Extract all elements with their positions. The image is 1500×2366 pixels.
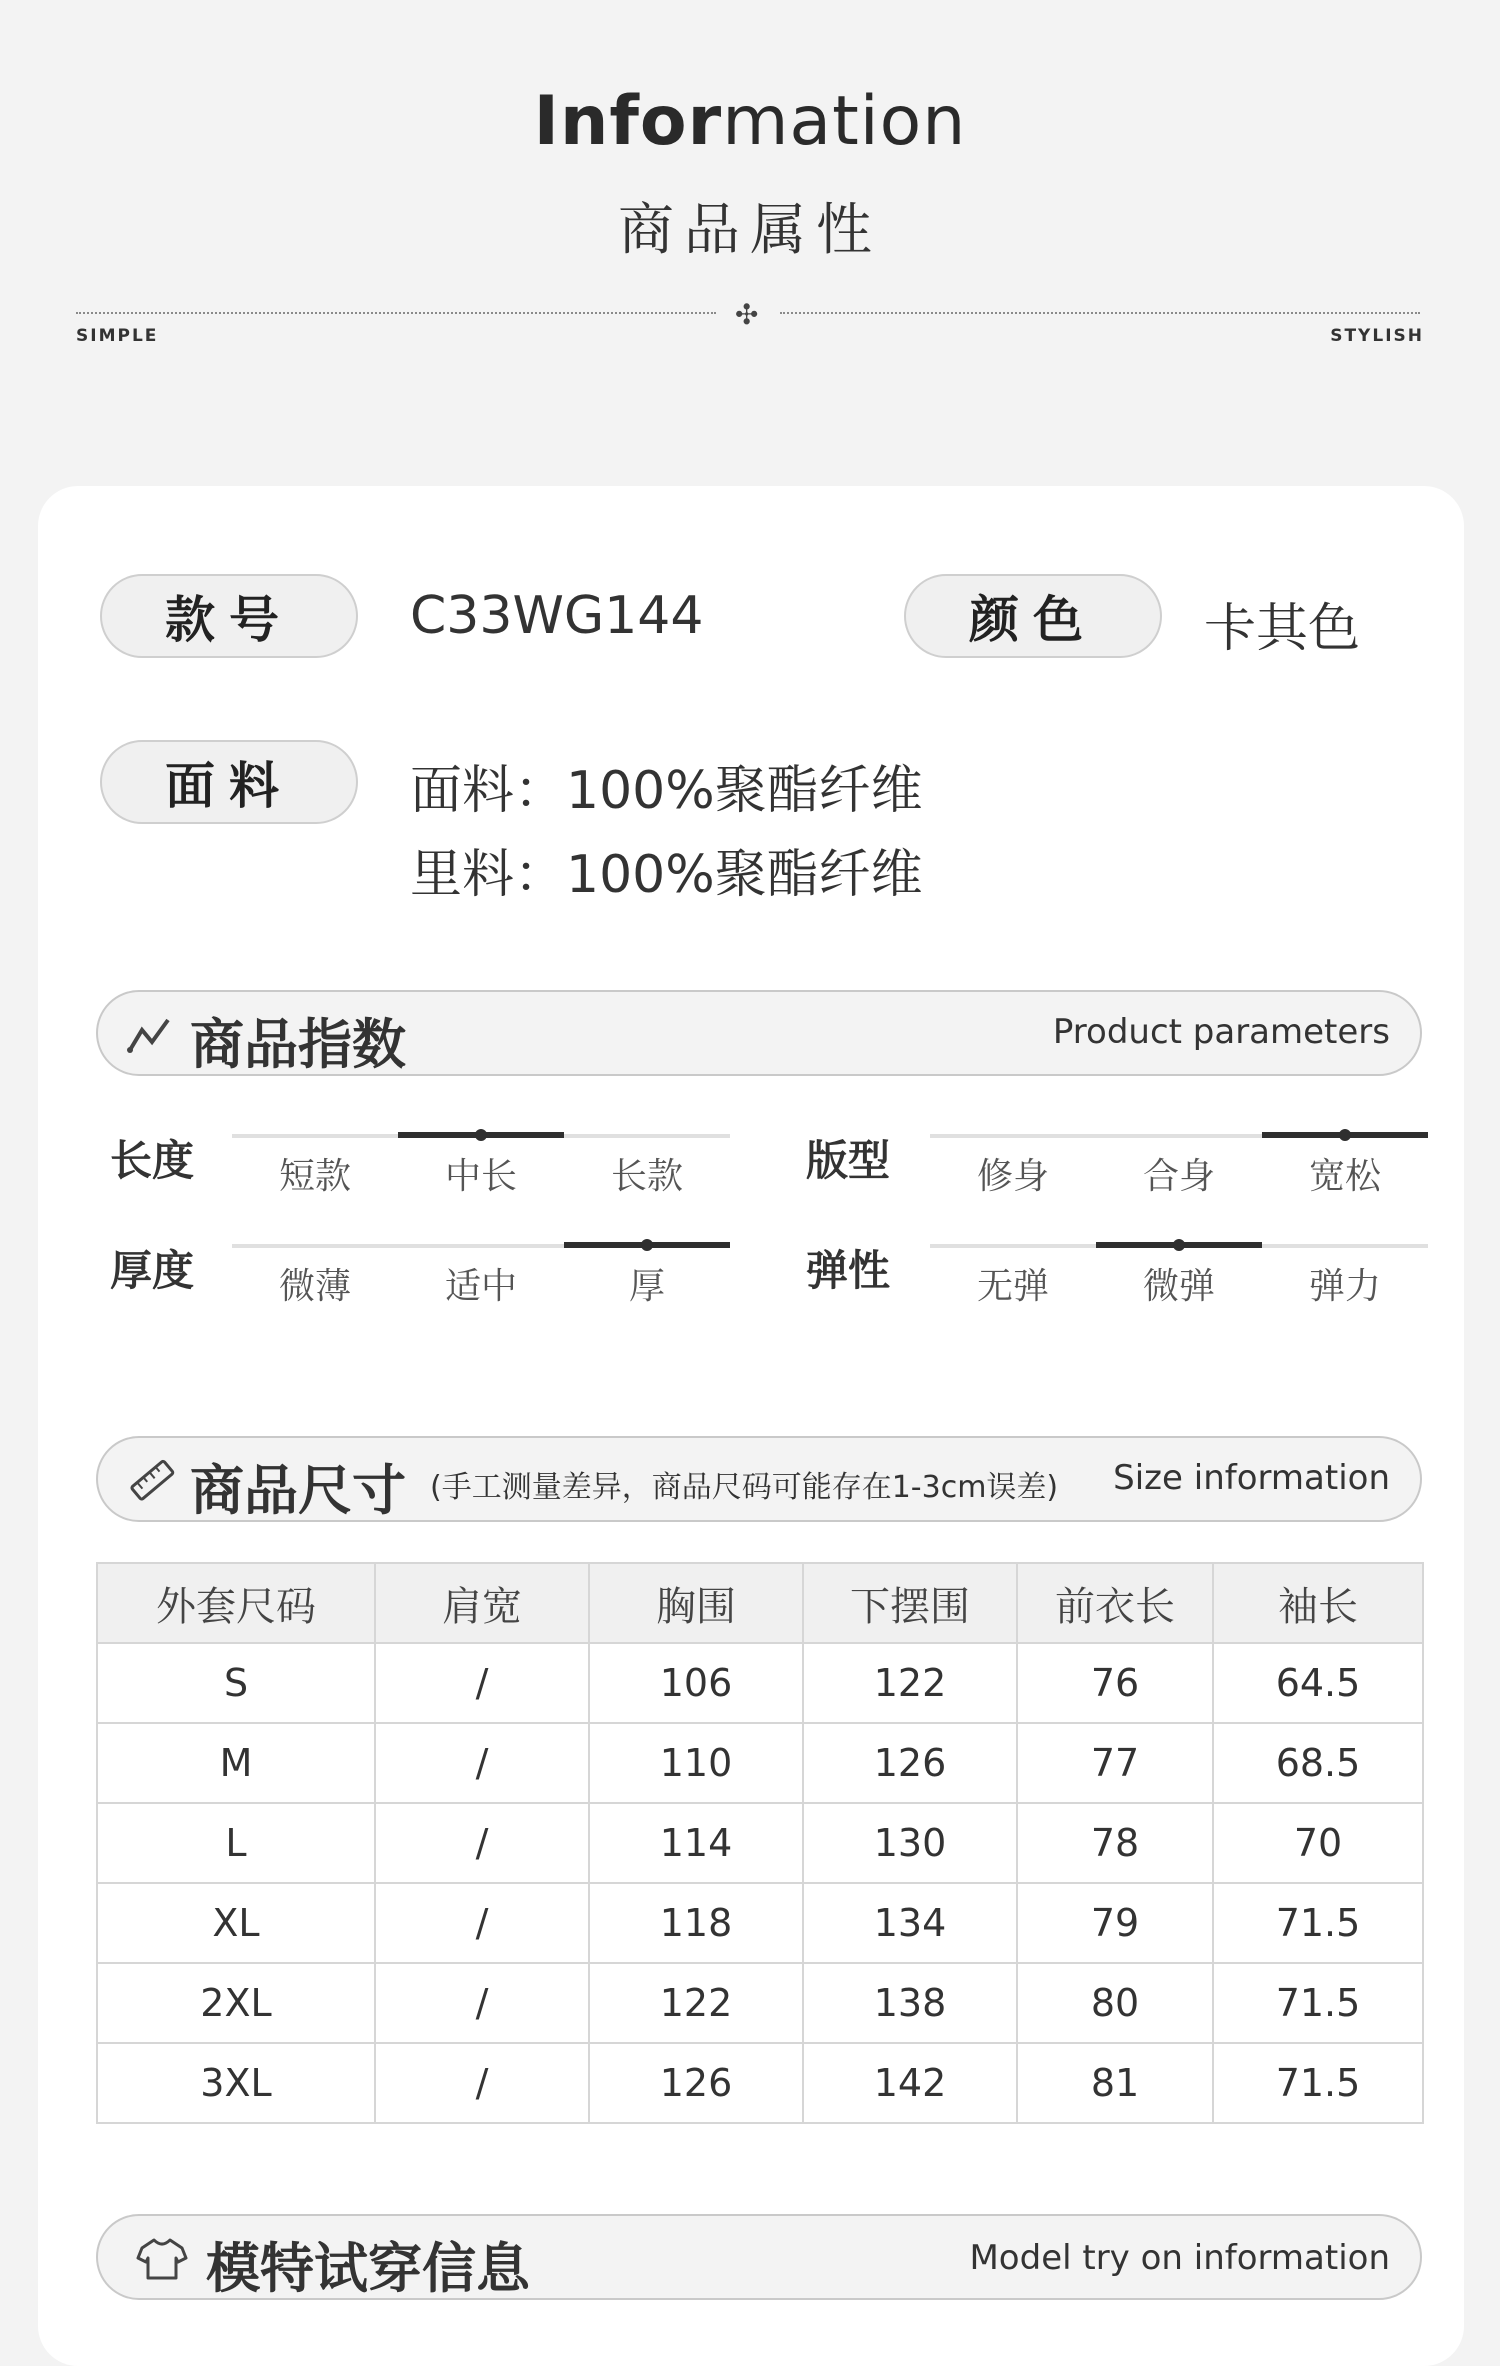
table-cell: 2XL bbox=[97, 1963, 375, 2043]
param-option-selected: 宽松 bbox=[1308, 1156, 1381, 1197]
model-bar bbox=[96, 2214, 1422, 2300]
param-label-elasticity: 弹性 bbox=[806, 1246, 891, 1295]
param-option: 短款 bbox=[278, 1156, 351, 1197]
table-cell: 138 bbox=[803, 1963, 1017, 2043]
table-header-cell: 前衣长 bbox=[1017, 1563, 1213, 1643]
table-cell: 142 bbox=[803, 2043, 1017, 2123]
table-cell: 81 bbox=[1017, 2043, 1213, 2123]
params-title: 商品指数 bbox=[190, 1013, 406, 1076]
param-option: 合身 bbox=[1142, 1156, 1215, 1197]
param-option: 适中 bbox=[444, 1266, 517, 1307]
right-tag: STYLISH bbox=[1330, 326, 1424, 346]
fabric-line-lining: 里料：100%聚酯纤维 bbox=[410, 845, 923, 905]
size-table bbox=[96, 1562, 1424, 2124]
model-title: 模特试穿信息 bbox=[206, 2237, 530, 2300]
crosshair-icon: ✣ bbox=[735, 298, 759, 331]
param-track-length bbox=[232, 1134, 730, 1138]
table-header-cell: 下摆围 bbox=[803, 1563, 1017, 1643]
size-title-en: Size information bbox=[1113, 1458, 1390, 1498]
param-label-fit: 版型 bbox=[806, 1136, 891, 1185]
table-cell: 78 bbox=[1017, 1803, 1213, 1883]
table-row bbox=[97, 2043, 1423, 2123]
divider-right bbox=[780, 312, 1420, 314]
table-row bbox=[97, 1883, 1423, 1963]
table-header-cell: 外套尺码 bbox=[97, 1563, 375, 1643]
param-track-elasticity bbox=[930, 1244, 1428, 1248]
table-cell: 68.5 bbox=[1213, 1723, 1423, 1803]
param-option: 无弹 bbox=[976, 1266, 1049, 1307]
table-cell: 122 bbox=[589, 1963, 803, 2043]
trend-line-icon bbox=[126, 1016, 174, 1056]
table-cell: 126 bbox=[589, 2043, 803, 2123]
style-number-value: C33WG144 bbox=[410, 586, 704, 646]
param-option: 微薄 bbox=[278, 1266, 351, 1307]
size-title: 商品尺寸 bbox=[190, 1459, 406, 1522]
table-cell: 71.5 bbox=[1213, 2043, 1423, 2123]
left-tag: SIMPLE bbox=[76, 326, 159, 346]
style-number-label: 款号 bbox=[100, 574, 358, 658]
table-row bbox=[97, 1723, 1423, 1803]
param-option-selected: 厚 bbox=[628, 1266, 665, 1307]
table-cell: 77 bbox=[1017, 1723, 1213, 1803]
table-row bbox=[97, 1803, 1423, 1883]
table-header-row bbox=[97, 1563, 1423, 1643]
table-cell: 130 bbox=[803, 1803, 1017, 1883]
ruler-icon bbox=[128, 1458, 178, 1504]
params-title-en: Product parameters bbox=[1052, 1012, 1390, 1052]
param-option: 修身 bbox=[976, 1156, 1049, 1197]
table-cell: 64.5 bbox=[1213, 1643, 1423, 1723]
table-cell: / bbox=[375, 1723, 589, 1803]
size-note: (手工测量差异，商品尺码可能存在1-3cm误差) bbox=[430, 1470, 1059, 1505]
table-cell: 79 bbox=[1017, 1883, 1213, 1963]
table-cell: / bbox=[375, 1803, 589, 1883]
param-track-fit bbox=[930, 1134, 1428, 1138]
table-row bbox=[97, 1963, 1423, 2043]
table-cell: L bbox=[97, 1803, 375, 1883]
table-cell: 71.5 bbox=[1213, 1883, 1423, 1963]
table-cell: 80 bbox=[1017, 1963, 1213, 2043]
params-bar bbox=[96, 990, 1422, 1076]
fabric-label: 面料 bbox=[100, 740, 358, 824]
table-cell: / bbox=[375, 1883, 589, 1963]
table-cell: 110 bbox=[589, 1723, 803, 1803]
table-cell: XL bbox=[97, 1883, 375, 1963]
fabric-line-outer: 面料：100%聚酯纤维 bbox=[410, 761, 923, 821]
model-title-en: Model try on information bbox=[969, 2238, 1390, 2278]
table-cell: 106 bbox=[589, 1643, 803, 1723]
table-header-cell: 胸围 bbox=[589, 1563, 803, 1643]
param-option: 弹力 bbox=[1308, 1266, 1381, 1307]
table-row bbox=[97, 1643, 1423, 1723]
table-cell: 70 bbox=[1213, 1803, 1423, 1883]
table-cell: 76 bbox=[1017, 1643, 1213, 1723]
table-cell: 122 bbox=[803, 1643, 1017, 1723]
param-option: 长款 bbox=[610, 1156, 683, 1197]
param-label-length: 长度 bbox=[110, 1136, 195, 1185]
title-bold: Infor bbox=[533, 82, 723, 161]
page-title bbox=[0, 82, 1500, 161]
page-subtitle: 商品属性 bbox=[618, 198, 882, 263]
table-cell: / bbox=[375, 2043, 589, 2123]
table-cell: / bbox=[375, 1643, 589, 1723]
title-light: mation bbox=[722, 82, 967, 161]
table-cell: 3XL bbox=[97, 2043, 375, 2123]
table-cell: 134 bbox=[803, 1883, 1017, 1963]
table-cell: M bbox=[97, 1723, 375, 1803]
size-bar bbox=[96, 1436, 1422, 1522]
param-option-selected: 微弹 bbox=[1142, 1266, 1215, 1307]
table-cell: / bbox=[375, 1963, 589, 2043]
param-option-selected: 中长 bbox=[444, 1156, 517, 1197]
table-cell: 71.5 bbox=[1213, 1963, 1423, 2043]
table-cell: 118 bbox=[589, 1883, 803, 1963]
shirt-icon bbox=[136, 2236, 188, 2282]
table-cell: 114 bbox=[589, 1803, 803, 1883]
param-track-thickness bbox=[232, 1244, 730, 1248]
table-header-cell: 袖长 bbox=[1213, 1563, 1423, 1643]
param-label-thickness: 厚度 bbox=[110, 1246, 195, 1295]
table-cell: S bbox=[97, 1643, 375, 1723]
table-cell: 126 bbox=[803, 1723, 1017, 1803]
table-header-cell: 肩宽 bbox=[375, 1563, 589, 1643]
color-value: 卡其色 bbox=[1204, 599, 1361, 659]
color-label: 颜色 bbox=[904, 574, 1162, 658]
divider-left bbox=[76, 312, 716, 314]
